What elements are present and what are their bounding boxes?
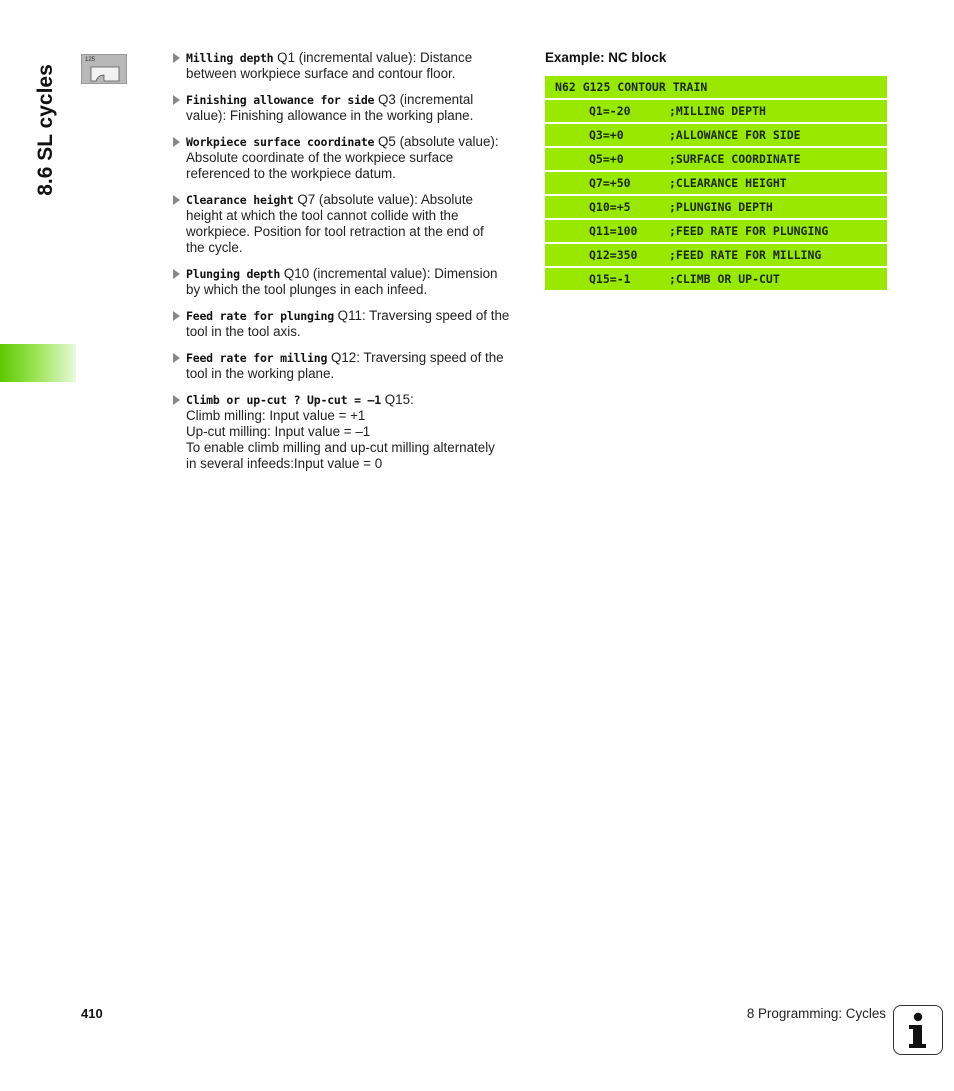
parameter-keyword: Workpiece surface coordinate: [186, 135, 375, 149]
parameter-description: Q7 (absolute value): Absolute: [297, 192, 473, 207]
parameter-keyword: Climb or up-cut ? Up-cut = –1: [186, 393, 381, 407]
nc-code: Q7=+50: [589, 176, 631, 190]
page-number: 410: [81, 1006, 103, 1021]
nc-comment: ;FEED RATE FOR PLUNGING: [669, 224, 829, 238]
nc-code: Q3=+0: [589, 128, 624, 142]
example-heading: Example: NC block: [545, 50, 667, 65]
parameter-first-line: [186, 392, 528, 408]
parameter-item: [172, 50, 528, 82]
parameter-first-line: [186, 350, 528, 366]
parameter-keyword: Milling depth: [186, 51, 274, 65]
parameter-description-line: tool in the tool axis.: [186, 324, 301, 339]
parameter-description: Q15:: [384, 392, 414, 407]
parameter-keyword: Plunging depth: [186, 267, 281, 281]
cycle-number-label: 125: [85, 57, 96, 63]
triangle-bullet-icon: [173, 353, 180, 363]
triangle-bullet-icon: [173, 53, 180, 63]
parameter-description-line: by which the tool plunges in each infeed.: [186, 282, 428, 297]
nc-header-row: [545, 76, 887, 98]
parameter-first-line: [186, 308, 528, 324]
triangle-bullet-icon: [173, 395, 180, 405]
contour-train-icon: [81, 54, 127, 84]
parameter-description-line: workpiece. Position for tool retraction at the end of: [186, 224, 484, 239]
nc-code: Q11=100: [589, 224, 638, 238]
nc-code: Q5=+0: [589, 152, 624, 166]
parameter-item: [172, 350, 528, 382]
parameter-description-line: between workpiece surface and contour floor.: [186, 66, 456, 81]
parameter-description-line: Absolute coordinate of the workpiece surface: [186, 150, 454, 165]
parameter-description-line: value): Finishing allowance in the working plane.: [186, 108, 474, 123]
parameter-description: Q11: Traversing speed of the: [337, 308, 510, 323]
parameter-description: Q1 (incremental value): Distance: [277, 50, 473, 65]
nc-row: [545, 268, 887, 290]
nc-row: [545, 244, 887, 266]
parameter-description-line: height at which the tool cannot collide with the: [186, 208, 459, 223]
parameter-item: [172, 192, 528, 256]
parameter-description-line: Climb milling: Input value = +1: [186, 408, 366, 423]
parameter-keyword: Finishing allowance for side: [186, 93, 375, 107]
parameter-first-line: [186, 92, 528, 108]
parameter-item: [172, 92, 528, 124]
nc-comment: ;CLEARANCE HEIGHT: [669, 176, 787, 190]
nc-comment: ;PLUNGING DEPTH: [669, 200, 773, 214]
parameter-description-line: referenced to the workpiece datum.: [186, 166, 396, 181]
section-title-vertical: [26, 40, 66, 220]
triangle-bullet-icon: [173, 311, 180, 321]
parameter-description-line: tool in the working plane.: [186, 366, 335, 381]
parameter-item: [172, 134, 528, 182]
chapter-tab-marker: [0, 344, 76, 382]
nc-block: [545, 76, 887, 292]
parameter-keyword: Feed rate for plunging: [186, 309, 334, 323]
nc-header-text: N62 G125 CONTOUR TRAIN: [555, 80, 708, 94]
parameter-first-line: [186, 266, 528, 282]
nc-comment: ;ALLOWANCE FOR SIDE: [669, 128, 801, 142]
parameter-description: Q10 (incremental value): Dimension: [283, 266, 498, 281]
nc-comment: ;CLIMB OR UP-CUT: [669, 272, 780, 286]
parameter-description-line: To enable climb milling and up-cut milling alternately: [186, 440, 495, 455]
chapter-title: 8 Programming: Cycles: [746, 1006, 886, 1021]
nc-comment: ;SURFACE COORDINATE: [669, 152, 801, 166]
nc-code: Q15=-1: [589, 272, 631, 286]
parameter-keyword: Feed rate for milling: [186, 351, 328, 365]
parameter-first-line: [186, 50, 528, 66]
parameter-item: [172, 266, 528, 298]
nc-row: [545, 124, 887, 146]
section-title: 8.6 SL cycles: [34, 64, 57, 196]
nc-row: [545, 220, 887, 242]
parameter-description: Q5 (absolute value):: [378, 134, 499, 149]
nc-code: Q12=350: [589, 248, 638, 262]
triangle-bullet-icon: [173, 195, 180, 205]
parameter-first-line: [186, 192, 528, 208]
triangle-bullet-icon: [173, 137, 180, 147]
nc-row: [545, 172, 887, 194]
parameter-item: [172, 308, 528, 340]
parameter-description: Q3 (incremental: [378, 92, 474, 107]
triangle-bullet-icon: [173, 269, 180, 279]
parameter-description-line: the cycle.: [186, 240, 243, 255]
info-icon: [893, 1005, 943, 1055]
nc-row: [545, 196, 887, 218]
parameter-description-line: Up-cut milling: Input value = –1: [186, 424, 371, 439]
nc-row: [545, 100, 887, 122]
nc-code: Q10=+5: [589, 200, 631, 214]
nc-row: [545, 148, 887, 170]
parameter-item: [172, 392, 528, 472]
parameter-first-line: [186, 134, 528, 150]
parameter-description: Q12: Traversing speed of the: [330, 350, 504, 365]
parameter-list: [172, 50, 528, 482]
parameter-description-line: in several infeeds:Input value = 0: [186, 456, 383, 471]
nc-comment: ;FEED RATE FOR MILLING: [669, 248, 822, 262]
triangle-bullet-icon: [173, 95, 180, 105]
nc-comment: ;MILLING DEPTH: [669, 104, 766, 118]
nc-code: Q1=-20: [589, 104, 631, 118]
parameter-keyword: Clearance height: [186, 193, 294, 207]
